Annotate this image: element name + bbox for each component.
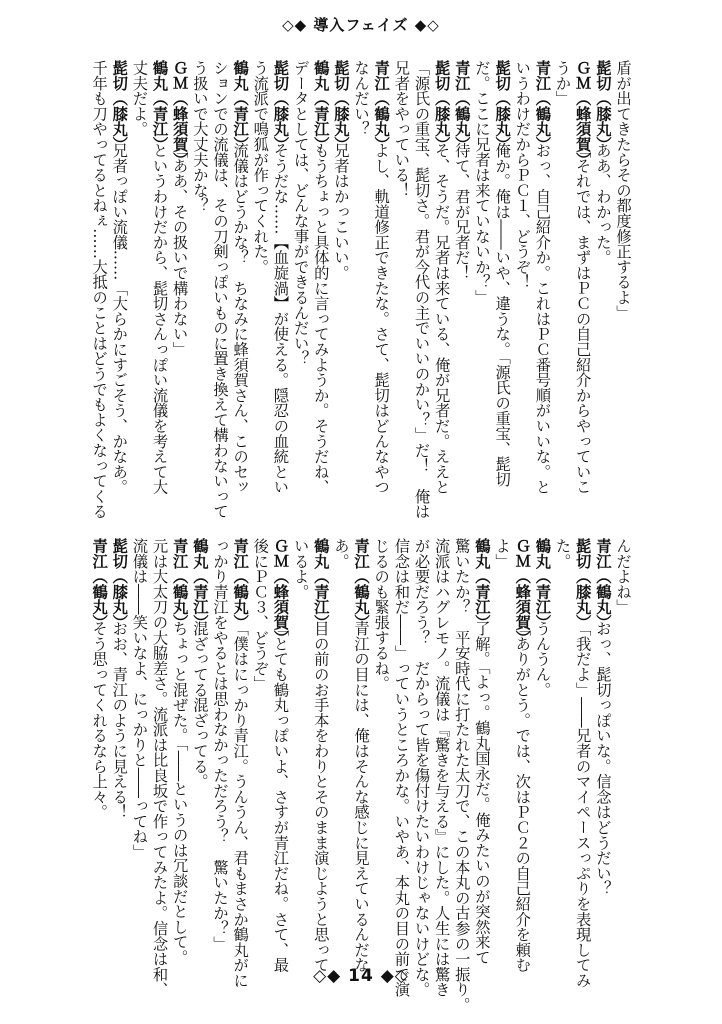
dialogue-text: 俺か。俺は――いや、違うな。「源氏の重宝、髭切 [493, 142, 512, 487]
dialogue-text: 「ああ、その扱いで構わない」 [170, 142, 189, 357]
speaker-label: 髭切（膝丸） [271, 60, 290, 152]
speaker-label: 髭切（膝丸） [432, 60, 451, 152]
dialogue-line [572, 538, 594, 988]
dialogue-line [88, 538, 110, 960]
dialogue-text: いるよ。 [291, 538, 310, 600]
dialogue-line [471, 60, 493, 490]
dialogue-text: うんうん。 [533, 620, 552, 698]
dialogue-text: た。 [553, 538, 572, 569]
dialogue-text: おお、青江のように見える！ [110, 620, 129, 820]
speaker-label: ＧＭ（蜂須賀） [170, 60, 189, 168]
speaker-label: 髭切（膝丸） [593, 60, 612, 152]
dialogue-line [169, 538, 191, 965]
dialogue-text: 流儀はどうかな？ ちなみに蜂須賀さん、このセッ [231, 142, 250, 495]
dialogue-line [229, 60, 251, 495]
speaker-label: 鶴丸（青江） [231, 60, 250, 152]
dialogue-line [491, 538, 513, 960]
dialogue-line [612, 60, 634, 490]
dialogue-text: じるのも緊張するね。 [372, 538, 391, 691]
speaker-label: 青江（鶴丸） [452, 60, 471, 152]
speaker-label: 青江（鶴丸） [372, 60, 391, 152]
dialogue-line [149, 538, 171, 997]
dialogue-text: 信念は和だ――」っていうところかな。いやあ、本丸の目の前で演 [392, 538, 411, 997]
dialogue-line [592, 60, 614, 490]
dialogue-text: 驚いたか？ 平安時代に打たれた太刀で、この本丸の古参の一振り。 [452, 538, 471, 1013]
dialogue-line [189, 538, 211, 960]
dialogue-text: 兄者をやっている！ [392, 60, 411, 198]
dialogue-text: 「源氏の重宝、髭切さ。君が今代の主でいいのかい？」だ！ 俺は [412, 60, 431, 519]
dialogue-line [330, 60, 352, 490]
dialogue-text: 丈夫だよ。 [130, 60, 149, 137]
dialogue-text: そう思ってくれるなら上々。 [90, 620, 109, 820]
top-text-block [89, 60, 634, 519]
dialogue-text: おっ、自己紹介か。これはＰＣ番号順がいいな。と [533, 142, 552, 495]
speaker-label: 鶴丸（青江） [311, 538, 330, 630]
dialogue-line [149, 60, 171, 495]
dialogue-line [229, 538, 251, 988]
dialogue-line [531, 60, 553, 495]
dialogue-line [88, 60, 110, 519]
speaker-label: 鶴丸（青江） [311, 60, 330, 152]
dialogue-line [189, 60, 211, 490]
dialogue-line [390, 538, 412, 997]
speaker-label: 鶴丸（青江） [190, 538, 209, 630]
speaker-label: 青江（鶴丸） [533, 60, 552, 152]
dialogue-line [370, 538, 392, 960]
dialogue-text: 混ざってる混ざってる。 [190, 620, 209, 789]
speaker-label: ＧＭ（蜂須賀） [271, 538, 290, 646]
speaker-label: ＧＭ（蜂須賀） [573, 60, 592, 168]
dialogue-text: そうだな……【血旋渦】が使える。隠忍の血統とい [271, 142, 290, 495]
dialogue-text: 待て、君が兄者だ！ [452, 142, 471, 281]
dialogue-text: 「それでは、まずはＰＣの自己紹介からやっていこ [573, 142, 592, 495]
dialogue-text: 「我だよ」――兄者のマイペースっぷりを表現してみ [573, 620, 592, 988]
dialogue-text: というわけだから、髭切さんっぽい流儀を考えて大 [150, 142, 169, 495]
dialogue-text: よし、軌道修正できたな。さて、髭切はどんなやつ [372, 142, 391, 495]
dialogue-line [310, 538, 332, 973]
speaker-label: 髭切（膝丸） [110, 60, 129, 152]
dialogue-line [209, 538, 231, 960]
dialogue-line [531, 538, 553, 960]
dialogue-text: 「とても鶴丸っぽいよ、さすが青江だね。さて、最 [271, 620, 290, 973]
dialogue-text: だ。ここに兄者は来ていないか？」 [472, 60, 491, 305]
dialogue-line [612, 538, 634, 960]
dialogue-line [572, 60, 594, 495]
dialogue-text: 後にＰＣ３、どうぞ」 [251, 538, 270, 691]
page-number: ◇◆ 14 ◆◇ [313, 966, 409, 986]
dialogue-line [350, 538, 372, 973]
dialogue-line [269, 538, 291, 973]
dialogue-text: ちょっと混ぜた。「――というのは冗談だとして。 [170, 620, 189, 965]
dialogue-line [108, 60, 130, 495]
dialogue-line [431, 538, 453, 997]
dialogue-text: んだよね」 [614, 538, 632, 615]
dialogue-line [330, 538, 352, 960]
speaker-label: 青江（鶴丸） [231, 538, 250, 630]
dialogue-text: 「僕はにっかり青江。うんうん、君もまさか鶴丸がに [231, 620, 250, 988]
dialogue-line [128, 538, 150, 960]
speaker-label: 髭切（膝丸） [573, 538, 592, 630]
dialogue-line [249, 60, 271, 490]
dialogue-text: いうわけだからＰＣ１、どうぞ！ [513, 60, 532, 290]
speaker-label: 鶴丸（青江） [150, 60, 169, 152]
dialogue-text: っかり青江をやるとは思わなかっただろう？ 驚いたか？」 [211, 538, 229, 952]
dialogue-line [269, 60, 291, 495]
dialogue-text: が必要だろう？ だからって皆を傷付けたいわけじゃないけどな。 [412, 538, 431, 997]
dialogue-text: う扱いで大丈夫かな？ [190, 60, 209, 213]
dialogue-text: そ、そうだ。兄者は来ている、俺が兄者だ。ええと [432, 142, 451, 495]
dialogue-line [169, 60, 191, 490]
speaker-label: 青江（鶴丸） [593, 538, 612, 630]
dialogue-line [511, 60, 533, 490]
dialogue-text: 兄者っぽい流儀……「大らかにすごそう、かなあ。 [110, 142, 129, 495]
dialogue-line [592, 538, 614, 960]
dialogue-line [411, 538, 433, 997]
dialogue-line [209, 60, 231, 519]
dialogue-text: ションでの流儀は、その刀剣っぽいものに置き換えて構わないって [211, 60, 229, 519]
dialogue-line [552, 60, 574, 490]
dialogue-line [451, 60, 473, 490]
dialogue-text: データとしては、どんな事ができるんだい？ [291, 60, 310, 366]
dialogue-text: 「ありがとう。では、次はＰＣ２の自己紹介を頼む [513, 620, 532, 973]
dialogue-line [511, 538, 533, 973]
dialogue-text: 兄者はかっこいい。 [331, 142, 350, 281]
speaker-label: 青江（鶴丸） [90, 538, 109, 630]
dialogue-line [451, 538, 473, 1013]
page-header: ◇◆ 導入フェイズ ◆◇ [282, 16, 440, 34]
dialogue-line [290, 538, 312, 960]
dialogue-text: 元は大太刀の大脇差さ。流派は比良坂で作ってみたよ。信念は和、 [150, 538, 169, 997]
dialogue-text: うか」 [553, 60, 572, 106]
speaker-label: 鶴丸（青江） [533, 538, 552, 630]
dialogue-line [128, 60, 150, 490]
dialogue-text: 目の前のお手本をわりとそのまま演じようと思って [311, 620, 330, 973]
speaker-label: 青江（鶴丸） [352, 538, 371, 630]
dialogue-line [108, 538, 130, 960]
dialogue-line [290, 60, 312, 490]
dialogue-line [431, 60, 453, 495]
dialogue-text: なんだい？ [352, 60, 371, 137]
dialogue-text: 流派はハグレモノ。流儀は『驚きを与える』にした。人生には驚き [432, 538, 451, 997]
dialogue-line [491, 60, 513, 490]
dialogue-line [411, 60, 433, 519]
speaker-label: 髭切（膝丸） [493, 60, 512, 152]
dialogue-text: もうちょっと具体的に言ってみようか。そうだね、 [311, 142, 330, 495]
dialogue-line [249, 538, 271, 960]
dialogue-text: 千年も刀やってるとねぇ……大抵のことはどうでもよくなってくる [90, 60, 109, 519]
speaker-label: 鶴丸（青江） [472, 538, 491, 630]
dialogue-text: ああ、わかった。 [593, 142, 612, 266]
dialogue-text: う流派で鳴狐が作ってくれた。 [251, 60, 270, 275]
speaker-label: 髭切（膝丸） [331, 60, 350, 152]
dialogue-text: 青江の目には、俺はそんな感じに見えているんだな [352, 620, 371, 973]
speaker-label: 青江（鶴丸） [170, 538, 189, 630]
dialogue-text: よ」 [493, 538, 512, 569]
dialogue-text: 流儀は――笑いなよ、にっかりと――ってね」 [130, 538, 149, 860]
speaker-label: 髭切（膝丸） [110, 538, 129, 630]
dialogue-text: 了解。「よっ。鶴丸国永だ。俺みたいのが突然来て [472, 620, 491, 965]
dialogue-line [370, 60, 392, 495]
dialogue-text: 盾が出てきたらその都度修正するよ」 [614, 60, 632, 321]
speaker-label: ＧＭ（蜂須賀） [513, 538, 532, 646]
dialogue-line [350, 60, 372, 490]
dialogue-line [471, 538, 493, 965]
dialogue-line [552, 538, 574, 960]
dialogue-line [310, 60, 332, 495]
dialogue-line [390, 60, 412, 490]
dialogue-text: おっ、髭切っぽいな。信念はどうだい？ [593, 620, 612, 897]
dialogue-text: あ。 [331, 538, 350, 569]
